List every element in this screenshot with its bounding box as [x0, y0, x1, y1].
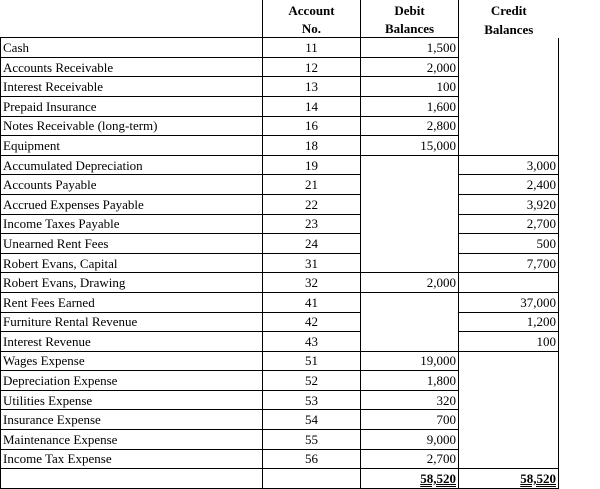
account-number: 19 [263, 155, 361, 175]
credit-balance: 100 [459, 332, 559, 352]
credit-balance: 500 [459, 234, 559, 254]
account-number: 13 [263, 77, 361, 97]
credit-balance [459, 96, 559, 116]
account-number: 21 [263, 175, 361, 195]
header-credit-line1: Credit [490, 2, 527, 18]
debit-balance: 15,000 [361, 136, 459, 156]
account-name: Depreciation Expense [1, 371, 263, 391]
table-row [1, 292, 559, 312]
account-name: Insurance Expense [1, 410, 263, 430]
account-number: 16 [263, 116, 361, 136]
credit-balance [459, 273, 559, 293]
credit-balance [459, 116, 559, 136]
table-row [1, 38, 559, 58]
header-account-no-line2: No. [263, 19, 361, 38]
account-number: 22 [263, 194, 361, 214]
credit-total: 58,520 [459, 469, 559, 489]
debit-balance: 1,500 [361, 38, 459, 58]
header-account-blank-2 [1, 19, 263, 38]
table-row [1, 273, 559, 293]
debit-balance [361, 214, 459, 234]
account-name: Accrued Expenses Payable [1, 194, 263, 214]
table-row [1, 175, 559, 195]
account-number: 51 [263, 351, 361, 371]
table-row [1, 155, 559, 175]
account-number: 12 [263, 57, 361, 77]
account-name: Interest Receivable [1, 77, 263, 97]
debit-balance: 700 [361, 410, 459, 430]
debit-balance [361, 155, 459, 175]
table-row [1, 430, 559, 450]
table-row [1, 214, 559, 234]
credit-balance: 2,700 [459, 214, 559, 234]
account-name: Accounts Payable [1, 175, 263, 195]
debit-balance: 2,000 [361, 273, 459, 293]
debit-balance: 320 [361, 390, 459, 410]
credit-balance [459, 351, 559, 371]
credit-balance [459, 136, 559, 156]
table-row [1, 57, 559, 77]
debit-balance [361, 253, 459, 273]
credit-balance [459, 430, 559, 450]
credit-balance [459, 449, 559, 469]
account-name: Interest Revenue [1, 332, 263, 352]
account-name: Maintenance Expense [1, 430, 263, 450]
credit-balance [459, 371, 559, 391]
debit-balance: 1,600 [361, 96, 459, 116]
header-account-blank [1, 0, 263, 19]
table-row [1, 194, 559, 214]
account-name: Notes Receivable (long-term) [1, 116, 263, 136]
header-debit-line2: Balances [361, 19, 459, 38]
credit-balance: 3,920 [459, 194, 559, 214]
account-name: Equipment [1, 136, 263, 156]
debit-balance: 100 [361, 77, 459, 97]
account-number: 54 [263, 410, 361, 430]
debit-balance [361, 292, 459, 312]
credit-balance: 7,700 [459, 253, 559, 273]
credit-balance: 1,200 [459, 312, 559, 332]
table-row [1, 390, 559, 410]
account-name: Robert Evans, Capital [1, 253, 263, 273]
debit-balance [361, 175, 459, 195]
account-number: 32 [263, 273, 361, 293]
credit-balance [459, 77, 559, 97]
account-number: 11 [263, 38, 361, 58]
table-row [1, 253, 559, 273]
table-row [1, 77, 559, 97]
totals-label-cell [1, 469, 263, 489]
header-debit-line1: Debit [361, 0, 459, 19]
account-number: 41 [263, 292, 361, 312]
totals-number-cell [263, 469, 361, 489]
debit-balance [361, 194, 459, 214]
credit-balance [459, 390, 559, 410]
account-number: 56 [263, 449, 361, 469]
debit-balance: 2,800 [361, 116, 459, 136]
credit-balance [459, 410, 559, 430]
account-name: Income Tax Expense [1, 449, 263, 469]
account-number: 18 [263, 136, 361, 156]
header-credit-line2: Balances [484, 21, 534, 37]
account-name: Furniture Rental Revenue [1, 312, 263, 332]
account-name: Rent Fees Earned [1, 292, 263, 312]
table-row [1, 96, 559, 116]
debit-balance: 19,000 [361, 351, 459, 371]
account-name: Robert Evans, Drawing [1, 273, 263, 293]
debit-balance: 1,800 [361, 371, 459, 391]
account-number: 23 [263, 214, 361, 234]
account-name: Accounts Receivable [1, 57, 263, 77]
debit-balance [361, 312, 459, 332]
debit-balance: 2,000 [361, 57, 459, 77]
account-number: 24 [263, 234, 361, 254]
table-row [1, 351, 559, 371]
credit-balance: 3,000 [459, 155, 559, 175]
account-name: Utilities Expense [1, 390, 263, 410]
credit-balance [459, 38, 559, 58]
account-number: 55 [263, 430, 361, 450]
account-number: 14 [263, 96, 361, 116]
account-name: Accumulated Depreciation [1, 155, 263, 175]
table-row [1, 410, 559, 430]
credit-balance [459, 57, 559, 77]
debit-total: 58,520 [361, 469, 459, 489]
account-number: 52 [263, 371, 361, 391]
totals-row [1, 469, 559, 489]
account-name: Prepaid Insurance [1, 96, 263, 116]
account-number: 43 [263, 332, 361, 352]
credit-balance: 2,400 [459, 175, 559, 195]
table-row [1, 312, 559, 332]
table-row [1, 116, 559, 136]
account-name: Cash [1, 38, 263, 58]
debit-balance: 2,700 [361, 449, 459, 469]
table-row [1, 234, 559, 254]
table-row [1, 332, 559, 352]
account-number: 53 [263, 390, 361, 410]
debit-balance [361, 332, 459, 352]
debit-balance [361, 234, 459, 254]
account-name: Unearned Rent Fees [1, 234, 263, 254]
account-name: Income Taxes Payable [1, 214, 263, 234]
header-account-no-line1: Account [263, 0, 361, 19]
account-number: 42 [263, 312, 361, 332]
table-row [1, 449, 559, 469]
table-row [1, 136, 559, 156]
debit-balance: 9,000 [361, 430, 459, 450]
credit-balance: 37,000 [459, 292, 559, 312]
header-row-1 [1, 0, 559, 19]
account-number: 31 [263, 253, 361, 273]
header-row-2 [1, 19, 559, 38]
table-row [1, 371, 559, 391]
account-name: Wages Expense [1, 351, 263, 371]
